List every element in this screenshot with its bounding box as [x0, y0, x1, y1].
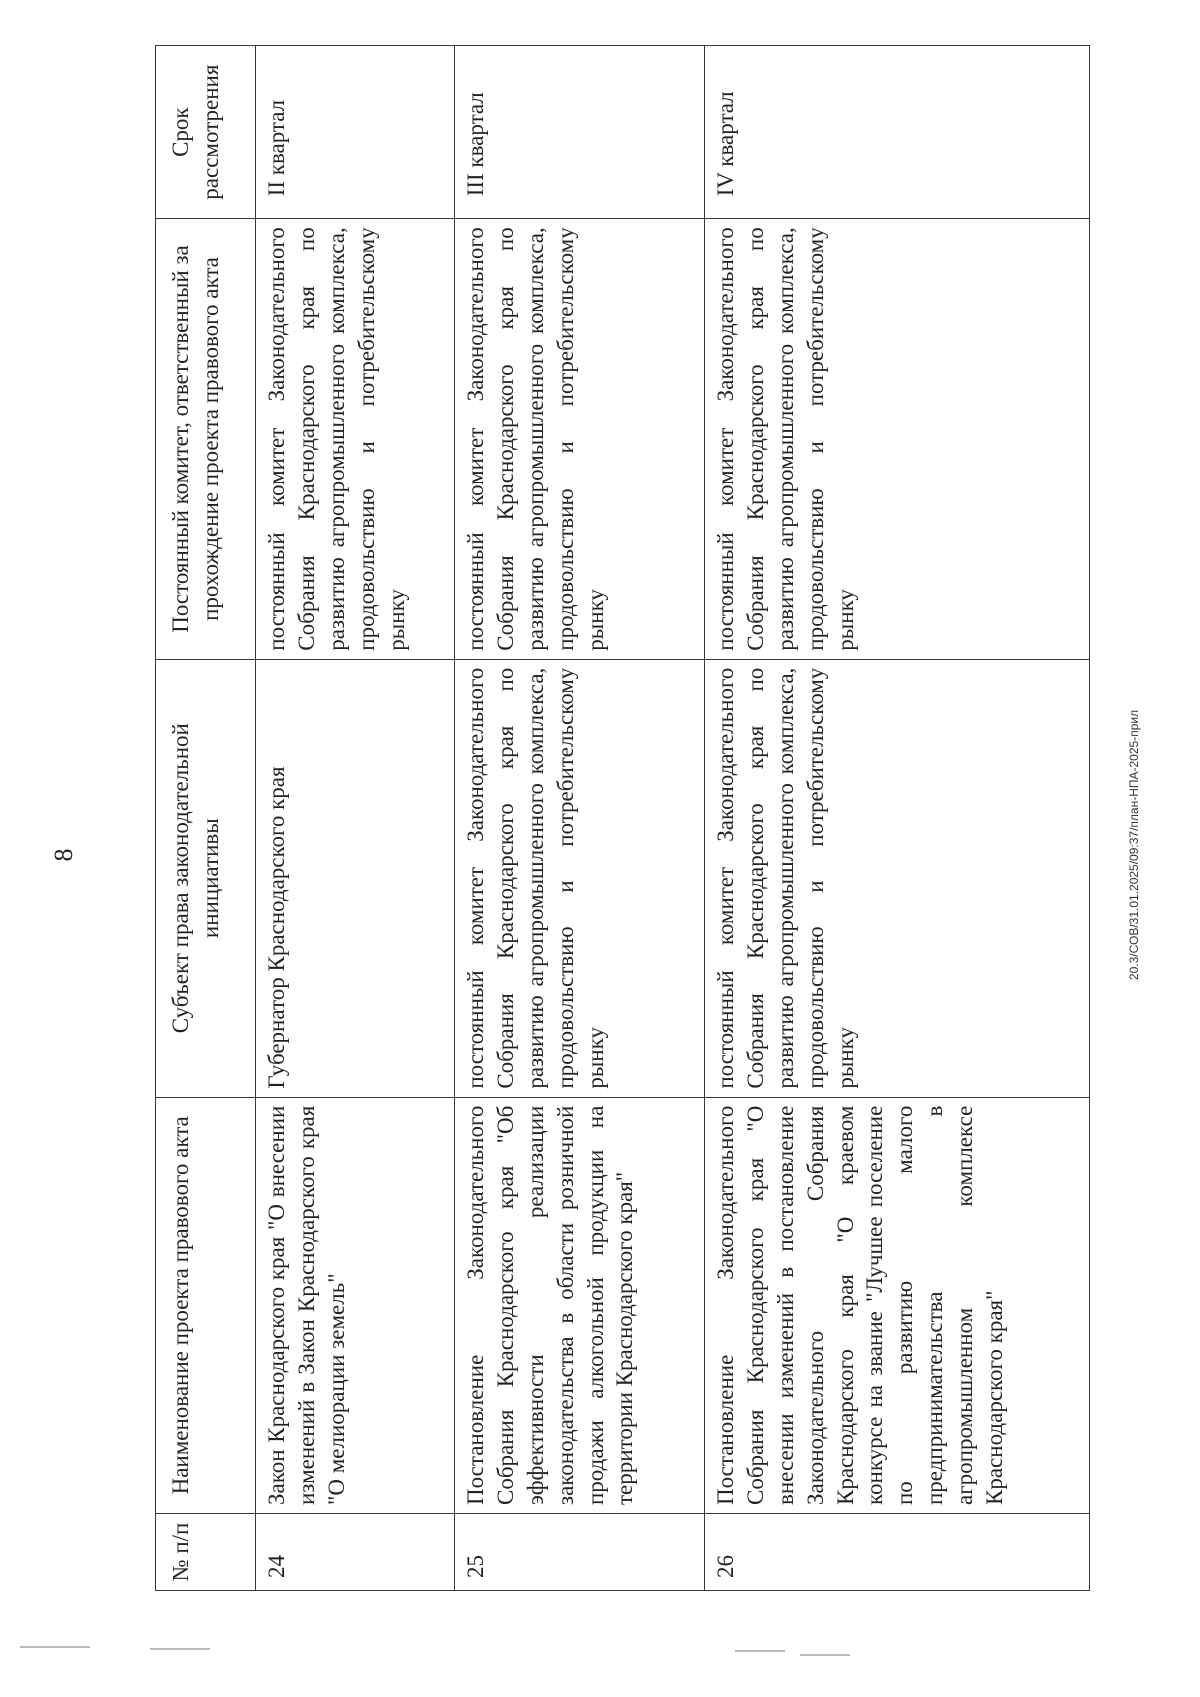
plan-table-container — [155, 45, 1090, 1591]
row-term: IV квартал — [705, 46, 1090, 219]
row-committee: постоянный комитет Законодательного Собрания Краснодарского края по развитию агропромышленного комплекса, продовольствию и потребительскому рынку — [705, 219, 1090, 659]
table-row — [256, 46, 455, 1591]
header-committee: Постоянный комитет, ответственный за прохождение проекта правового акта — [156, 219, 256, 659]
scan-artifacts — [0, 1640, 1200, 1680]
row-subject: Губернатор Краснодарского края — [256, 659, 455, 1097]
row-name: Постановление Законодательного Собрания Краснодарского края "Об эффективности реализации законодательства в области розничной продажи алкогольной продукции на территории Краснодарского края" — [455, 1097, 705, 1513]
table-row — [455, 46, 705, 1591]
row-name: Закон Краснодарского края "О внесении изменений в Закон Краснодарского края "О мелиорации земель" — [256, 1097, 455, 1513]
document-code — [1127, 240, 1141, 1450]
row-subject: постоянный комитет Законодательного Собрания Краснодарского края по развитию агропромышленного комплекса, продовольствию и потребительскому рынку — [705, 659, 1090, 1097]
plan-table — [155, 45, 1090, 1591]
row-num: 24 — [256, 1514, 455, 1591]
row-committee: постоянный комитет Законодательного Собрания Краснодарского края по развитию агропромышленного комплекса, продовольствию и потребительскому рынку — [455, 219, 705, 659]
header-subject: Субъект права законодательной инициативы — [156, 659, 256, 1097]
row-num: 26 — [705, 1514, 1090, 1591]
header-term: Срок рассмотрения — [156, 46, 256, 219]
header-num: № п/п — [156, 1514, 256, 1591]
table-header-row — [156, 46, 256, 1591]
row-name: Постановление Законодательного Собрания Краснодарского края "О внесении изменений в постановление Законодательного Собрания Краснодарского края "О краевом конкурсе на звание "Лучшее поселение по развитию малого предпринимательства в агропромышленном комплексе Краснодарского края" — [705, 1097, 1090, 1513]
row-subject: постоянный комитет Законодательного Собрания Краснодарского края по развитию агропромышленного комплекса, продовольствию и потребительскому рынку — [455, 659, 705, 1097]
document-code-text: 20.3/СОВ/31.01.2025/09:37/план-НПА-2025-прил — [1127, 709, 1141, 981]
row-term: II квартал — [256, 46, 455, 219]
row-term: III квартал — [455, 46, 705, 219]
row-num: 25 — [455, 1514, 705, 1591]
table-row — [705, 46, 1090, 1591]
page-number: 8 — [49, 848, 78, 862]
header-name: Наименование проекта правового акта — [156, 1097, 256, 1513]
row-committee: постоянный комитет Законодательного Собрания Краснодарского края по развитию агропромышленного комплекса, продовольствию и потребительскому рынку — [256, 219, 455, 659]
